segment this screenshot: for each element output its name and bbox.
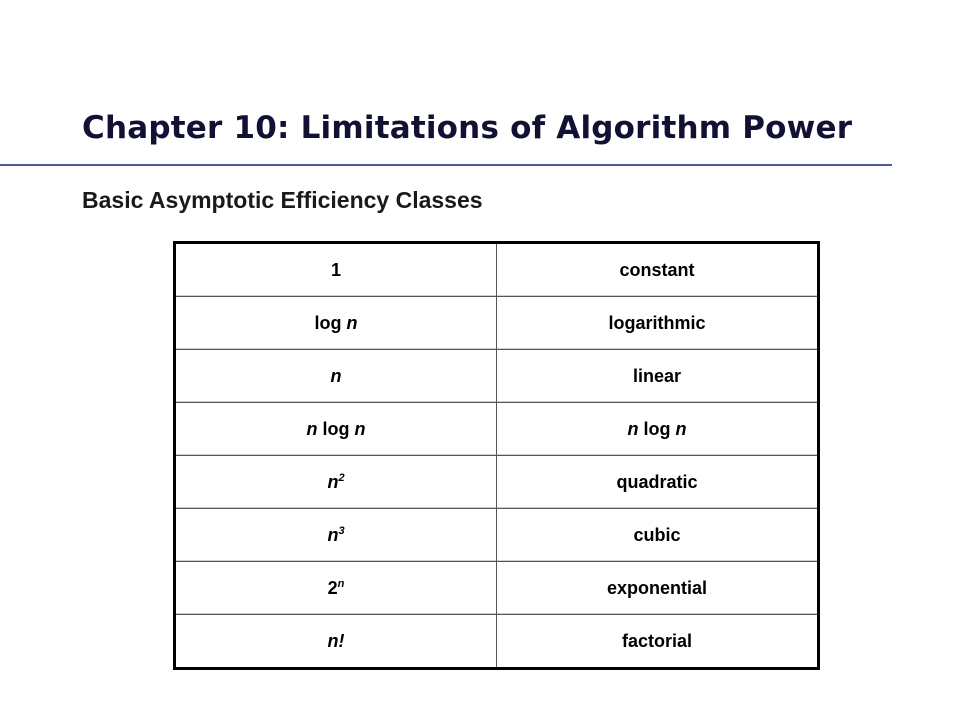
complexity-notation: 1 (330, 259, 341, 280)
slide-subtitle: Basic Asymptotic Efficiency Classes (82, 187, 483, 213)
class-name-cell (497, 243, 819, 297)
complexity-cell (175, 297, 497, 350)
class-name-cell (497, 509, 819, 562)
complexity-notation: 2$^n$ (327, 577, 345, 598)
class-name-cell (497, 456, 819, 509)
class-name: logarithmic (608, 312, 706, 333)
complexity-notation: $n^2$ (327, 471, 345, 492)
class-name-cell (497, 562, 819, 615)
complexity-cell (175, 456, 497, 509)
complexity-notation: n! (327, 630, 345, 651)
class-name-cell (497, 297, 819, 350)
complexity-cell (175, 243, 497, 297)
title-divider (0, 164, 892, 166)
efficiency-classes-table (173, 241, 820, 670)
class-name: factorial (621, 630, 693, 651)
table-row (175, 509, 819, 562)
complexity-notation: n log n (306, 418, 366, 439)
complexity-cell (175, 509, 497, 562)
complexity-cell (175, 615, 497, 669)
table-row (175, 562, 819, 615)
complexity-cell (175, 562, 497, 615)
class-name-cell (497, 615, 819, 669)
class-name: n log n (627, 418, 687, 439)
class-name-cell (497, 403, 819, 456)
complexity-cell (175, 403, 497, 456)
class-name: exponential (606, 577, 708, 598)
table-row (175, 350, 819, 403)
complexity-cell (175, 350, 497, 403)
class-name: constant (619, 259, 695, 280)
class-name: quadratic (616, 471, 698, 492)
slide-title: Chapter 10: Limitations of Algorithm Power (82, 110, 853, 146)
complexity-notation: n (330, 365, 342, 386)
class-name: cubic (633, 524, 681, 545)
complexity-notation: log n (314, 312, 358, 333)
table-row (175, 243, 819, 297)
complexity-notation: $n^3$ (327, 524, 345, 545)
table-row (175, 297, 819, 350)
table-row (175, 403, 819, 456)
class-name: linear (632, 365, 682, 386)
table-row (175, 615, 819, 669)
class-name-cell (497, 350, 819, 403)
table-row (175, 456, 819, 509)
